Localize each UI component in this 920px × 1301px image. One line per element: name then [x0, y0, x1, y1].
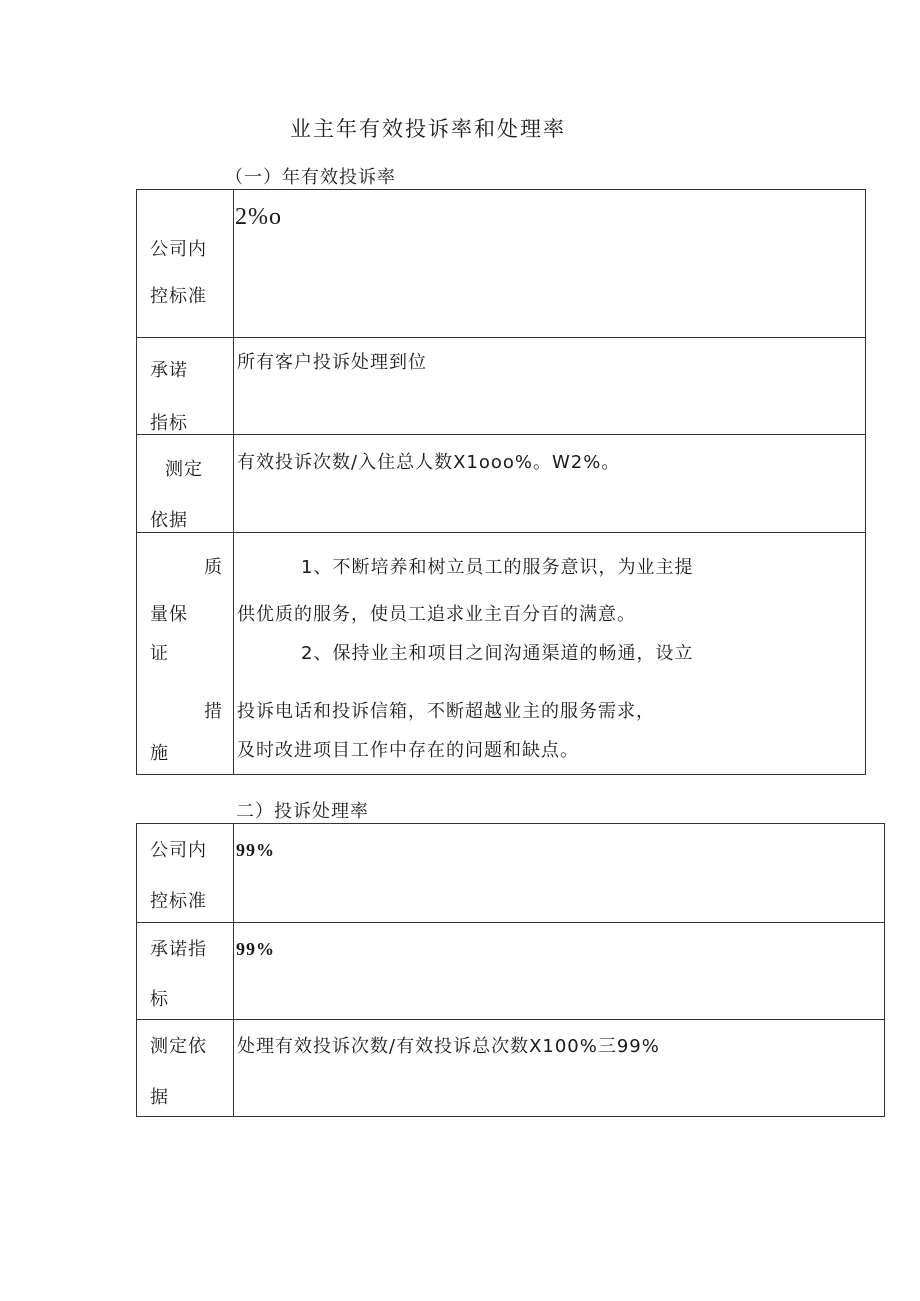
row-label-cell: [137, 824, 234, 922]
row-label-line: 承诺: [150, 360, 188, 381]
measure-line: 1、不断培养和树立员工的服务意识，为业主提: [301, 557, 694, 578]
table-row-quality-measures: [137, 532, 865, 774]
row-label-line: 测定依: [150, 1036, 207, 1057]
row-label-line: 指标: [150, 413, 188, 434]
table-row-basis: [137, 1019, 884, 1116]
row-value: 有效投诉次数/入住总人数X1ooo%。W2%。: [237, 452, 621, 473]
table-row-internal-standard: [137, 190, 865, 337]
table-row-commitment: [137, 922, 884, 1019]
row-label-line: 施: [150, 743, 169, 764]
row-value: 2%o: [235, 204, 282, 230]
section2-heading: 二）投诉处理率: [236, 801, 369, 822]
section1-heading: （一）年有效投诉率: [225, 167, 396, 188]
complaint-rate-table: [136, 189, 866, 775]
page-title: 业主年有效投诉率和处理率: [290, 117, 566, 141]
row-label-cell: [137, 435, 234, 532]
row-label-line: 公司内: [150, 239, 207, 260]
row-label-line: 标: [150, 989, 169, 1010]
handling-rate-table: [136, 823, 885, 1117]
measure-line: 2、保持业主和项目之间沟通渠道的畅通，设立: [301, 643, 694, 664]
table-row-internal-standard: [137, 824, 884, 922]
row-label-cell: [137, 923, 234, 1019]
row-label-line: 证: [150, 643, 169, 664]
row-label-line: 控标准: [150, 286, 207, 307]
row-value: 99%: [236, 840, 275, 860]
table-row-basis: [137, 434, 865, 532]
row-label-cell: [137, 1020, 234, 1116]
measure-line: 供优质的服务，使员工追求业主百分百的满意。: [237, 604, 636, 625]
row-label-line: 依据: [150, 510, 188, 531]
row-label-line: 量保: [150, 604, 188, 625]
measure-line: 及时改进项目工作中存在的问题和缺点。: [237, 740, 579, 761]
row-label-line: 控标准: [150, 891, 207, 912]
row-value: 99%: [236, 939, 275, 959]
row-label-line: 承诺指: [150, 939, 207, 960]
row-label-line: 措: [204, 701, 223, 722]
row-value: 处理有效投诉次数/有效投诉总次数X100%三99%: [237, 1036, 660, 1057]
row-label-line: 公司内: [150, 840, 207, 861]
row-label-line: 测定: [165, 459, 203, 480]
table-row-commitment: [137, 337, 865, 434]
row-label-cell: [137, 338, 234, 434]
row-label-line: 据: [150, 1087, 169, 1108]
row-label-line: 质: [204, 557, 223, 578]
row-label-cell: [137, 533, 234, 774]
row-value: 所有客户投诉处理到位: [237, 352, 427, 373]
row-label-cell: [137, 190, 234, 337]
measure-line: 投诉电话和投诉信箱，不断超越业主的服务需求，: [237, 701, 655, 722]
